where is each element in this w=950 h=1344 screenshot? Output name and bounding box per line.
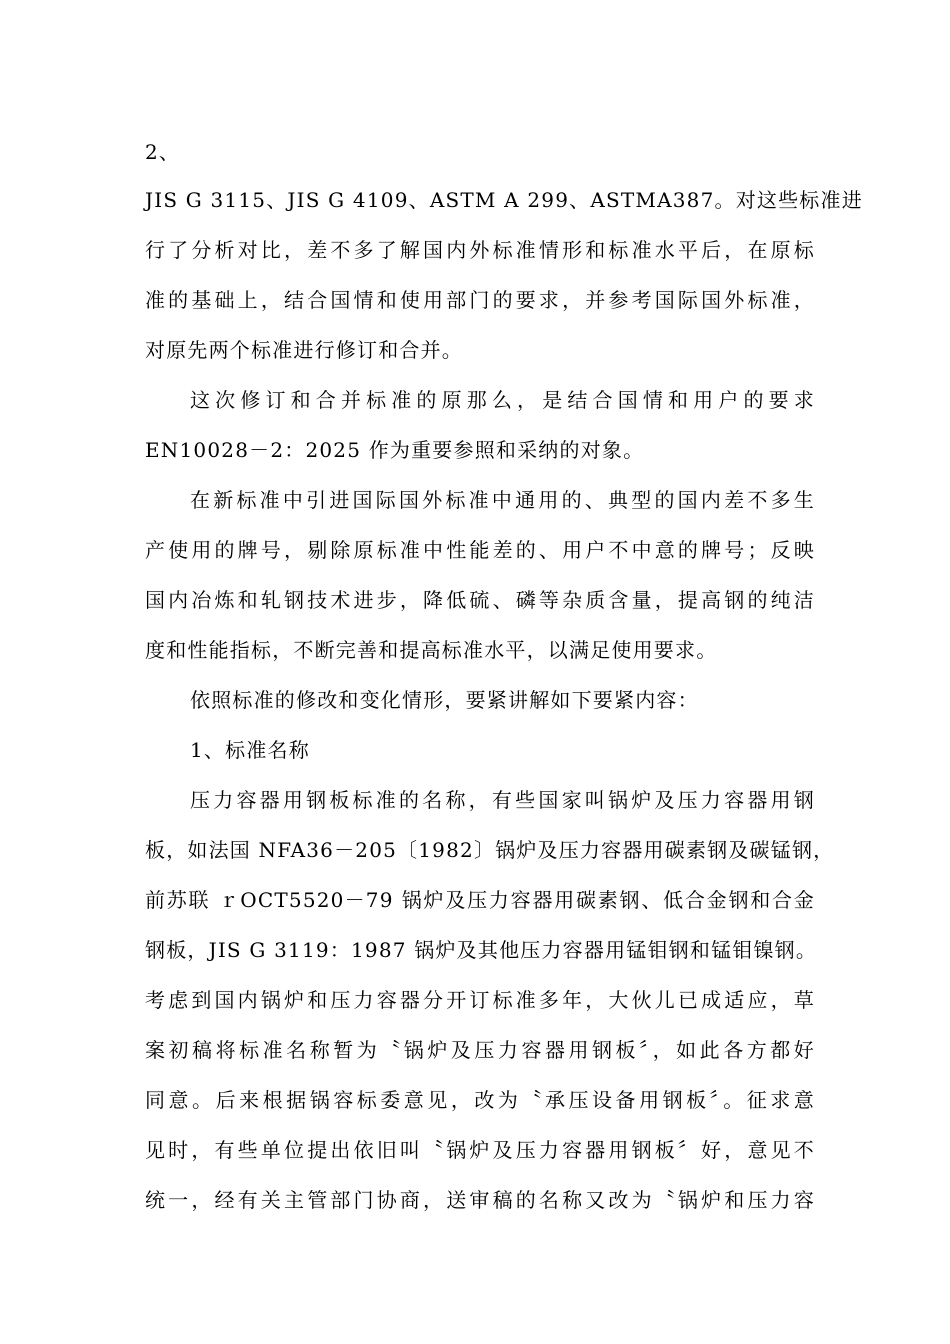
- text-line: 依照标准的修改和变化情形，要紧讲解如下要紧内容：: [190, 688, 699, 712]
- text-line: 见时，有些单位提出依旧叫〝锅炉及压力容器用钢板〞好，意见不: [145, 1138, 815, 1162]
- text-line: 案初稿将标准名称暂为〝锅炉及压力容器用钢板〞，如此各方都好: [145, 1038, 815, 1062]
- text-line: 压力容器用钢板标准的名称，有些国家叫锅炉及压力容器用钢: [190, 788, 815, 812]
- text-line: EN10028－2：2025 作为重要参照和采纳的对象。: [145, 438, 645, 462]
- text-line: 同意。后来根据锅容标委意见，改为〝承压设备用钢板〞。征求意: [145, 1088, 815, 1112]
- text-line: 钢板，JIS G 3119：1987 锅炉及其他压力容器用锰钼钢和锰钼镍钢。: [145, 938, 818, 962]
- text-line: JIS G 3115、JIS G 4109、ASTM A 299、ASTMA387。对这些标准进: [145, 188, 863, 212]
- text-line: 对原先两个标准进行修订和合并。: [145, 338, 463, 362]
- text-line: 国内冶炼和轧钢技术进步，降低硫、磷等杂质含量，提高钢的纯洁: [145, 588, 815, 612]
- section-number: 2、: [145, 140, 181, 164]
- text-line: 考虑到国内锅炉和压力容器分开订标准多年，大伙儿已成适应，草: [145, 988, 815, 1012]
- text-line: 行了分析对比，差不多了解国内外标准情形和标准水平后，在原标: [145, 238, 815, 262]
- text-line: 板，如法国 NFA36－205〔1982〕锅炉及压力容器用碳素钢及碳锰钢，: [145, 838, 835, 862]
- text-line: 在新标准中引进国际国外标准中通用的、典型的国内差不多生: [190, 488, 815, 512]
- section-heading: 1、标准名称: [190, 738, 310, 762]
- text-line: 统一，经有关主管部门协商，送审稿的名称又改为〝锅炉和压力容: [145, 1188, 815, 1212]
- text-line: 准的基础上，结合国情和使用部门的要求，并参考国际国外标准，: [145, 288, 815, 312]
- text-line: 前苏联 ｒOCT5520－79 锅炉及压力容器用碳素钢、低合金钢和合金: [145, 888, 815, 912]
- text-line: 产使用的牌号，剔除原标准中性能差的、用户不中意的牌号；反映: [145, 538, 815, 562]
- text-line: 度和性能指标，不断完善和提高标准水平，以满足使用要求。: [145, 638, 718, 662]
- text-line: 这次修订和合并标准的原那么，是结合国情和用户的要求: [190, 388, 815, 412]
